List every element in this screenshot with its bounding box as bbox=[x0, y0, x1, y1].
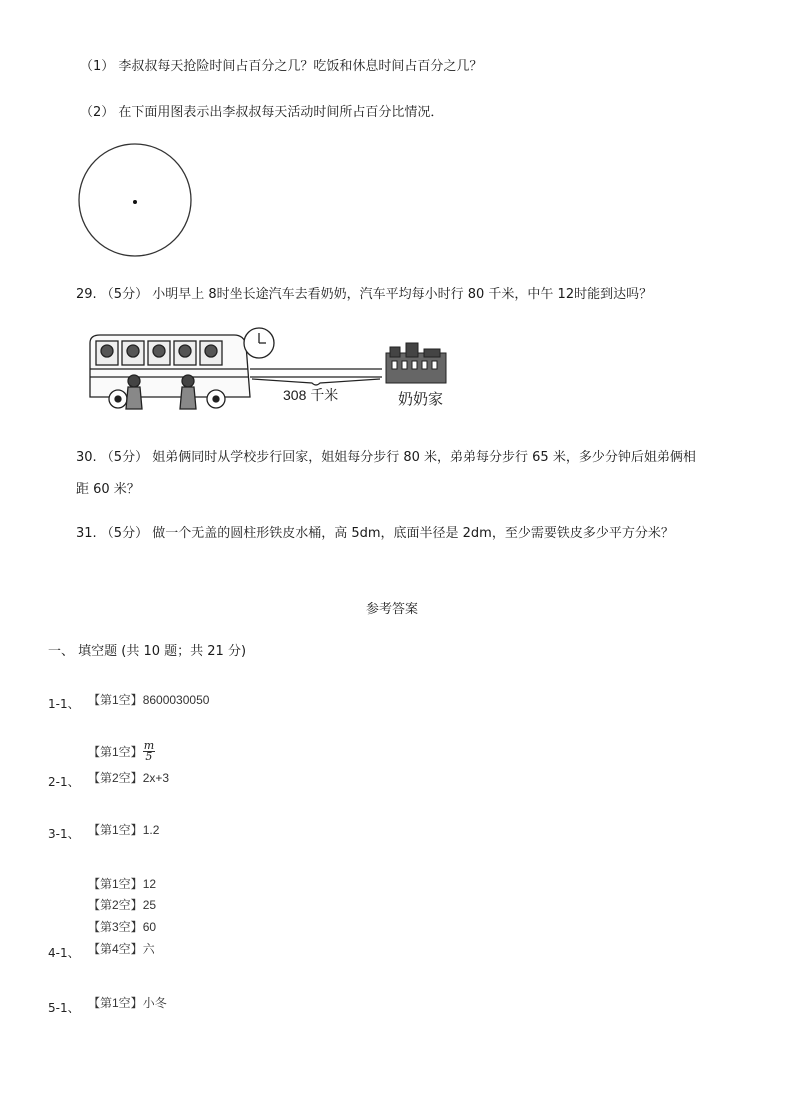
answer-blank-4-1-3 bbox=[88, 916, 156, 935]
blank-value: 60 bbox=[142, 920, 157, 934]
blank-label: 【第4空】 bbox=[88, 942, 143, 956]
answer-blank-2-1-2 bbox=[88, 767, 169, 786]
blank-label: 【第3空】 bbox=[88, 920, 143, 934]
question-30: 30. （5分） 姐弟俩同时从学校步行回家，姐姐每分步行 80 米，弟弟每分步行 65 米，多少分钟后姐弟俩相 bbox=[76, 450, 696, 465]
blank-label: 【第1空】 bbox=[88, 996, 143, 1010]
blank-value: 小冬 bbox=[142, 996, 167, 1010]
answer-part-heading: 一、 填空题 (共 10 题；共 21 分) bbox=[48, 644, 247, 659]
blank-value: 8600030050 bbox=[142, 693, 210, 707]
distance-label: 308 千米 bbox=[283, 387, 339, 403]
fraction-denominator: 5 bbox=[145, 750, 153, 763]
blank-pie-circle bbox=[77, 142, 195, 260]
sub-question-2: （2） 在下面用图表示出李叔叔每天活动时间所占百分比情况． bbox=[80, 105, 444, 120]
answer-blank-5-1 bbox=[88, 992, 167, 1011]
grandma-house-icon bbox=[386, 343, 446, 383]
distance-line bbox=[250, 369, 382, 385]
blank-label: 【第1空】 bbox=[88, 693, 143, 707]
fraction-value bbox=[143, 741, 155, 762]
blank-value: 12 bbox=[142, 877, 157, 891]
answer-blank-4-1-1 bbox=[88, 873, 156, 892]
blank-label: 【第1空】 bbox=[88, 745, 143, 759]
destination-label: 奶奶家 bbox=[398, 390, 444, 408]
sub-question-1: （1） 李叔叔每天抢险时间占百分之几？吃饭和休息时间占百分之几？ bbox=[80, 59, 483, 74]
blank-label: 【第2空】 bbox=[88, 771, 143, 785]
blank-label: 【第1空】 bbox=[88, 877, 143, 891]
bus-drawing bbox=[90, 335, 250, 409]
answer-section-title: 参考答案 bbox=[366, 602, 419, 617]
clock-icon bbox=[244, 328, 274, 358]
answer-blank-4-1-2 bbox=[88, 894, 156, 913]
answer-blank-1-1 bbox=[88, 689, 209, 708]
answer-blank-4-1-4 bbox=[88, 938, 155, 957]
blank-value: 六 bbox=[142, 942, 155, 956]
question-29: 29. （5分） 小明早上 8时坐长途汽车去看奶奶，汽车平均每小时行 80 千米，中午 12时能到达吗？ bbox=[76, 287, 653, 302]
answer-index-2-1: 2-1、 bbox=[48, 775, 80, 789]
answer-index-3-1: 3-1、 bbox=[48, 827, 80, 841]
answer-blank-3-1 bbox=[88, 819, 159, 838]
answer-index-5-1: 5-1、 bbox=[48, 1001, 80, 1015]
blank-label: 【第2空】 bbox=[88, 898, 143, 912]
blank-value: 2x+3 bbox=[142, 771, 170, 785]
answer-index-1-1: 1-1、 bbox=[48, 697, 80, 711]
blank-value: 1.2 bbox=[142, 823, 160, 837]
question-31: 31. （5分） 做一个无盖的圆柱形铁皮水桶，高 5dm，底面半径是 2dm，至少需要铁皮多少平方分米？ bbox=[76, 526, 674, 541]
circle-center-dot bbox=[133, 200, 137, 204]
fraction-numerator: m bbox=[143, 739, 155, 752]
blank-label: 【第1空】 bbox=[88, 823, 143, 837]
blank-value: 25 bbox=[142, 898, 157, 912]
answer-blank-2-1-1 bbox=[88, 741, 155, 762]
question-30-line-2: 距 60 米？ bbox=[76, 482, 140, 497]
answer-index-4-1: 4-1、 bbox=[48, 946, 80, 960]
